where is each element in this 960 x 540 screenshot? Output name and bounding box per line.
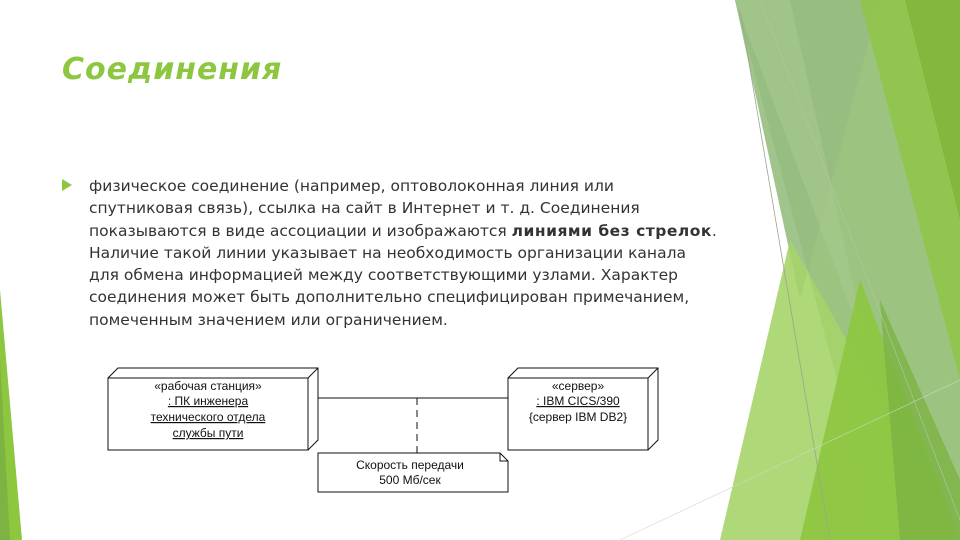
left-node-name-1: : ПК инженера — [167, 394, 249, 408]
uml-deployment-diagram — [100, 360, 670, 500]
body-text-part1: физическое соединение (например, оптоволоконная линия или спутниковая связь), ссылка на сайт в Интернет и т. д. Соединения показываются в виде ассоциации и изображаются — [89, 177, 640, 240]
right-node — [508, 368, 658, 450]
right-node-tag: {сервер IBM DB2} — [528, 410, 628, 424]
body-text-bold: линиями без стрелок — [511, 221, 712, 240]
left-node-name-2: технического отдела — [150, 410, 266, 424]
note — [318, 453, 508, 492]
body-text-part2: . Наличие такой линии указывает на необходимость организации канала для обмена информацией между соответствующими узлами. Характер соединения может быть дополнительно специфицирован примечанием, помеченным значением или ограничением. — [89, 221, 717, 329]
body-paragraph — [89, 175, 719, 331]
note-line-2: 500 Мб/сек — [379, 473, 441, 487]
bullet-arrow-icon — [62, 179, 72, 191]
left-node-stereotype: «рабочая станция» — [154, 379, 262, 393]
left-node — [108, 368, 318, 450]
slide-title: Соединения — [62, 52, 283, 87]
right-node-name: : IBM CICS/390 — [536, 394, 620, 408]
left-node-name-3: службы пути — [172, 426, 244, 440]
note-line-1: Скорость передачи — [356, 458, 464, 472]
right-node-stereotype: «сервер» — [551, 379, 605, 393]
